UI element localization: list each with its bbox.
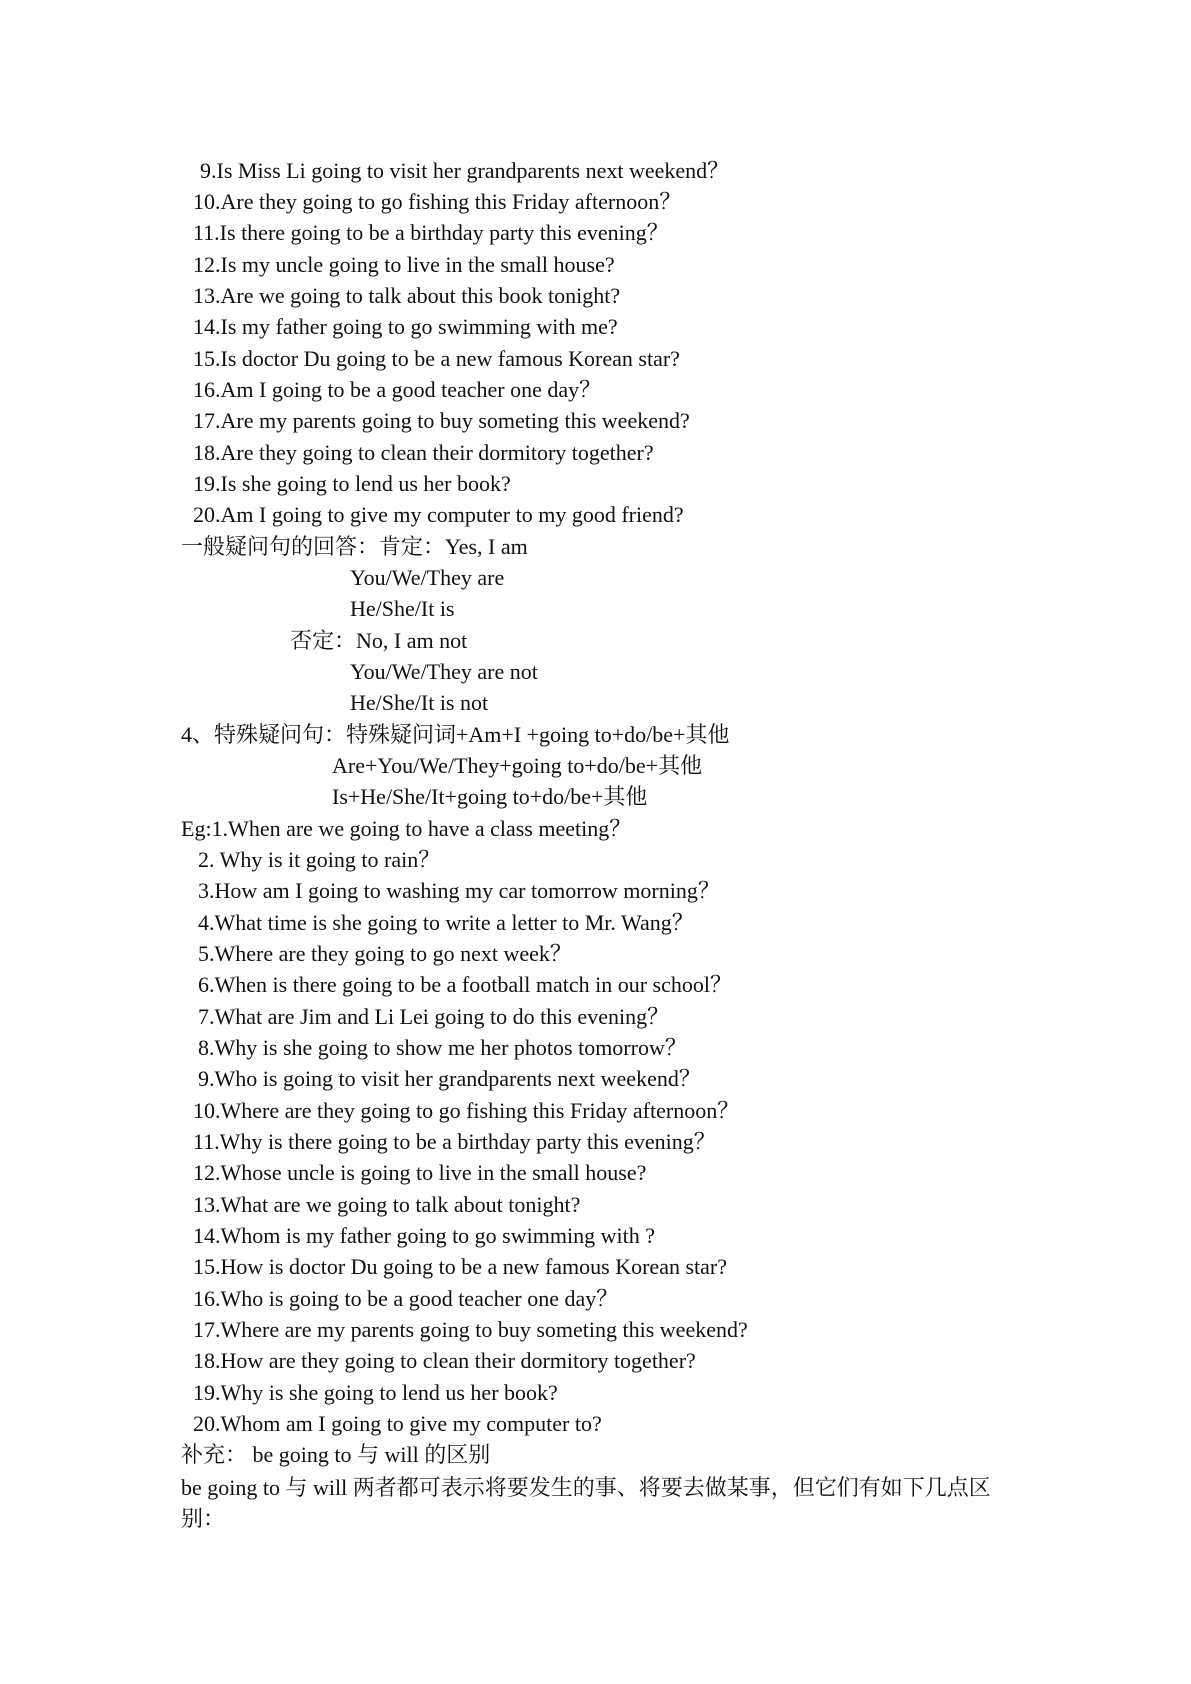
example-line: 11.Why is there going to be a birthday party this evening？ — [193, 1129, 716, 1154]
special-pattern-line: Is+He/She/It+going to+do/be+其他 — [332, 784, 648, 809]
question-line: 15.Is doctor Du going to be a new famous Korean star? — [193, 346, 680, 371]
example-line: 17.Where are my parents going to buy someting this weekend? — [193, 1317, 748, 1342]
example-line: 4.What time is she going to write a letter to Mr. Wang？ — [198, 910, 694, 935]
answer-negative-heading: 否定：No, I am not — [290, 628, 468, 653]
question-line: 18.Are they going to clean their dormitory together? — [193, 440, 654, 465]
answer-negative-line: You/We/They are not — [350, 659, 538, 684]
example-line: 6.When is there going to be a football match in our school？ — [198, 972, 732, 997]
example-line: 9.Who is going to visit her grandparents next weekend？ — [198, 1066, 701, 1091]
supplement-heading: 补充： be going to 与 will 的区别 — [181, 1442, 491, 1467]
special-question-heading: 4、特殊疑问句：特殊疑问词+Am+I +going to+do/be+其他 — [181, 722, 730, 747]
question-line: 9.Is Miss Li going to visit her grandparents next weekend？ — [200, 158, 730, 183]
answer-negative-line: He/She/It is not — [350, 690, 489, 715]
example-line: 3.How am I going to washing my car tomorrow morning？ — [198, 878, 720, 903]
example-line: 18.How are they going to clean their dormitory together? — [193, 1348, 696, 1373]
example-line: 8.Why is she going to show me her photos tomorrow？ — [198, 1035, 687, 1060]
example-line: 12.Whose uncle is going to live in the small house? — [193, 1160, 647, 1185]
example-line: 5.Where are they going to go next week？ — [198, 941, 572, 966]
example-line: 13.What are we going to talk about tonight? — [193, 1192, 581, 1217]
question-line: 17.Are my parents going to buy someting this weekend? — [193, 408, 690, 433]
question-line: 16.Am I going to be a good teacher one day？ — [193, 377, 602, 402]
question-line: 10.Are they going to go fishing this Friday afternoon？ — [193, 189, 682, 214]
question-line: 19.Is she going to lend us her book? — [193, 471, 511, 496]
example-line: 20.Whom am I going to give my computer to? — [193, 1411, 602, 1436]
example-line: 16.Who is going to be a good teacher one day？ — [193, 1286, 619, 1311]
question-line: 12.Is my uncle going to live in the small house? — [193, 252, 615, 277]
question-line: 11.Is there going to be a birthday party this evening？ — [193, 220, 669, 245]
example-line: 10.Where are they going to go fishing this Friday afternoon？ — [193, 1098, 740, 1123]
answer-positive-line: You/We/They are — [350, 565, 505, 590]
example-line: 15.How is doctor Du going to be a new famous Korean star? — [193, 1254, 727, 1279]
example-line: 7.What are Jim and Li Lei going to do this evening？ — [198, 1004, 670, 1029]
question-line: 20.Am I going to give my computer to my good friend? — [193, 502, 684, 527]
question-line: 13.Are we going to talk about this book tonight? — [193, 283, 621, 308]
special-pattern-line: Are+You/We/They+going to+do/be+其他 — [332, 753, 703, 778]
supplement-paragraph: be going to 与 will 两者都可表示将要发生的事、将要去做某事，但它们有如下几点区别： — [181, 1475, 991, 1531]
answer-positive-line: He/She/It is — [350, 596, 455, 621]
example-line: 2. Why is it going to rain？ — [198, 847, 441, 872]
example-line: 19.Why is she going to lend us her book? — [193, 1380, 558, 1405]
question-line: 14.Is my father going to go swimming with me? — [193, 314, 618, 339]
example-line: Eg:1.When are we going to have a class meeting？ — [181, 816, 632, 841]
example-line: 14.Whom is my father going to go swimming with ? — [193, 1223, 655, 1248]
answers-heading: 一般疑问句的回答：肯定：Yes, I am — [181, 534, 528, 559]
